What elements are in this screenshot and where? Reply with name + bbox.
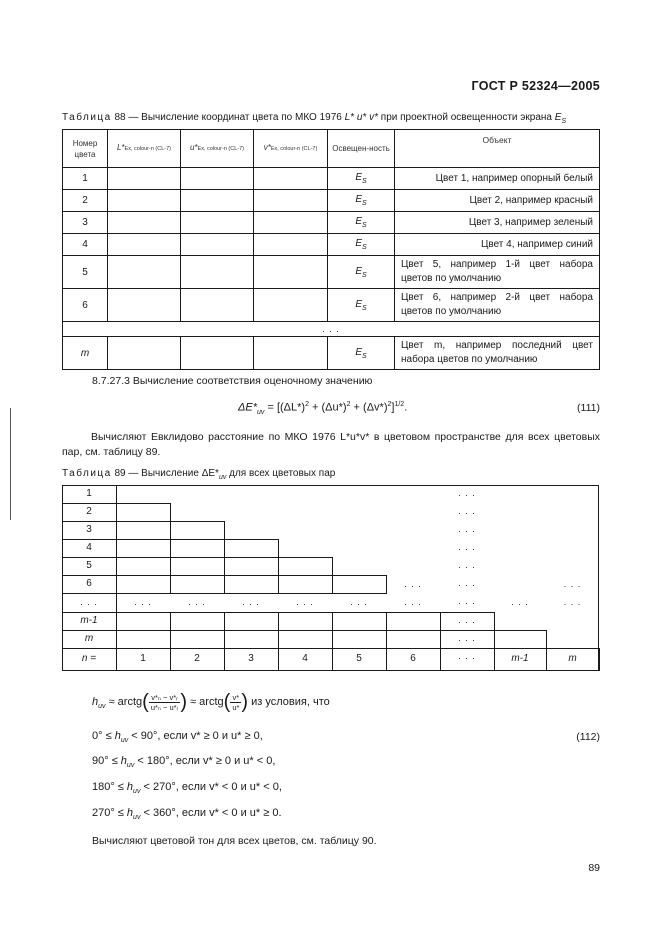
table-row: 6 $E_S$ Цвет 6, например 2-й цвет набора цветов по умолчанию bbox=[63, 289, 600, 322]
page-number: 89 bbox=[588, 862, 600, 874]
header-illuminance: Освещен-ность bbox=[328, 130, 395, 168]
document-code: ГОСТ Р 52324—2005 bbox=[471, 79, 600, 93]
column-label: m-1 bbox=[511, 653, 529, 664]
ellipsis: . . . bbox=[134, 597, 152, 607]
table-dots-row: . . . bbox=[63, 322, 600, 337]
caption-prefix: Таблица bbox=[62, 112, 112, 123]
condition-2: $90^\circ \le h_{uv} < 180^\circ$, если v* ≥ 0 и u* < 0, bbox=[92, 755, 276, 770]
column-label: 6 bbox=[410, 653, 416, 664]
column-label: 3 bbox=[248, 653, 254, 664]
header-u: u*Ex, colour-n (CL-7) bbox=[181, 130, 254, 168]
ellipsis: . . . bbox=[458, 633, 476, 643]
table-89 bbox=[62, 485, 599, 670]
ellipsis: . . . bbox=[404, 579, 422, 589]
ellipsis: . . . bbox=[511, 597, 529, 607]
row-label: 4 bbox=[86, 542, 92, 553]
formula-111: $\Delta E*_{uv} = [(\Delta L*)^2 + (\Delta u*)^2 + (\Delta v*)^2]^{1/2}$. bbox=[238, 401, 408, 416]
ellipsis: . . . bbox=[458, 578, 476, 588]
column-label: 4 bbox=[302, 653, 308, 664]
ellipsis: . . . bbox=[458, 560, 476, 570]
ellipsis: . . . bbox=[404, 597, 422, 607]
header-v: v*Ex, colour-n (CL-7) bbox=[254, 130, 328, 168]
table-frame bbox=[62, 485, 599, 671]
row-label: 3 bbox=[86, 524, 92, 535]
row-label: 6 bbox=[86, 578, 92, 589]
ellipsis: . . . bbox=[458, 542, 476, 552]
formula-112: $h_{uv}$ ≈ arctg( $\frac{\text{v*ₙ − v*ᵣ}}{\text{u*ₙ − u*ᵣ}}$ ) ≈ arctg( $\frac{v*}{u*}$ ) из условия, что bbox=[92, 691, 330, 713]
caption-e-sub: S bbox=[561, 118, 567, 125]
closing-text: Вычисляют цветовой тон для всех цветов, см. таблицу 90. bbox=[92, 835, 377, 847]
equation-number-112: (112) bbox=[576, 731, 600, 743]
ellipsis: . . . bbox=[458, 651, 476, 661]
section-title: 8.7.27.3 Вычисление соответствия оценочному значению bbox=[92, 375, 373, 387]
ellipsis: . . . bbox=[458, 524, 476, 534]
column-label: m bbox=[568, 653, 577, 664]
row-label: m-1 bbox=[80, 615, 98, 626]
caption-l: L* bbox=[344, 112, 355, 123]
ellipsis: . . . bbox=[458, 488, 476, 498]
table-header-row bbox=[63, 130, 600, 168]
table-89-caption: Таблица 89 — Вычисление $\Delta E*_{uv}$ для всех цветовых пар bbox=[62, 468, 336, 481]
ellipsis: . . . bbox=[563, 597, 582, 607]
condition-4: $270^\circ \le h_{uv} < 360^\circ$, если v* < 0 и u* ≥ 0. bbox=[92, 807, 282, 822]
ellipsis: . . . bbox=[458, 615, 476, 625]
column-label: 1 bbox=[140, 653, 146, 664]
condition-3: $180^\circ \le h_{uv} < 270^\circ$, если v* < 0 и u* < 0, bbox=[92, 781, 282, 796]
table-row: 2 $E_S$ Цвет 2, например красный bbox=[63, 190, 600, 212]
table-row: 1 $E_S$ Цвет 1, например опорный белый bbox=[63, 168, 600, 190]
row-label: m bbox=[84, 633, 94, 644]
ellipsis: . . . bbox=[458, 596, 476, 606]
table-row: m $E_S$ Цвет m, например последний цвет набора цветов по умолчанию bbox=[63, 337, 600, 370]
ellipsis: . . . bbox=[350, 597, 368, 607]
row-label: n = bbox=[81, 653, 97, 664]
ellipsis: . . . bbox=[80, 597, 98, 607]
table-row: 5 $E_S$ Цвет 5, например 1-й цвет набора цветов по умолчанию bbox=[63, 256, 600, 289]
margin-revision-mark bbox=[10, 408, 11, 520]
column-label: 2 bbox=[194, 653, 200, 664]
condition-1: $0^\circ \le h_{uv} < 90^\circ$, если v* ≥ 0 и u* ≥ 0, bbox=[92, 730, 263, 745]
ellipsis: . . . bbox=[458, 506, 476, 516]
caption-rest: при проектной освещенности экрана bbox=[380, 112, 552, 123]
row-label: 2 bbox=[86, 506, 92, 517]
paragraph: Вычисляют Евклидово расстояние по МКО 1976 L*u*v* в цветовом пространстве для всех цветовых пар, см. таблицу 89. bbox=[62, 431, 600, 458]
caption-v: v* bbox=[369, 112, 378, 123]
equation-number-111: (111) bbox=[577, 402, 600, 414]
table-88-caption bbox=[62, 112, 566, 125]
row-label: 5 bbox=[86, 560, 92, 571]
table-88 bbox=[62, 129, 600, 370]
ellipsis: . . . bbox=[242, 597, 260, 607]
header-l: L*Ex, colour-n (CL-7) bbox=[108, 130, 181, 168]
caption-number: 88 — Вычисление координат цвета по МКО 1976 bbox=[114, 112, 342, 123]
ellipsis: . . . bbox=[188, 597, 206, 607]
ellipsis: . . . bbox=[563, 579, 582, 589]
header-color-number: Номер цвета bbox=[63, 130, 108, 168]
caption-e: E bbox=[554, 112, 562, 123]
header-object: Объект bbox=[395, 130, 600, 168]
ellipsis: . . . bbox=[296, 597, 314, 607]
table-row: 4 $E_S$ Цвет 4, например синий bbox=[63, 234, 600, 256]
column-label: 5 bbox=[356, 653, 362, 664]
table-row: 3 $E_S$ Цвет 3, например зеленый bbox=[63, 212, 600, 234]
caption-u: u* bbox=[356, 112, 367, 123]
row-label: 1 bbox=[86, 488, 92, 499]
